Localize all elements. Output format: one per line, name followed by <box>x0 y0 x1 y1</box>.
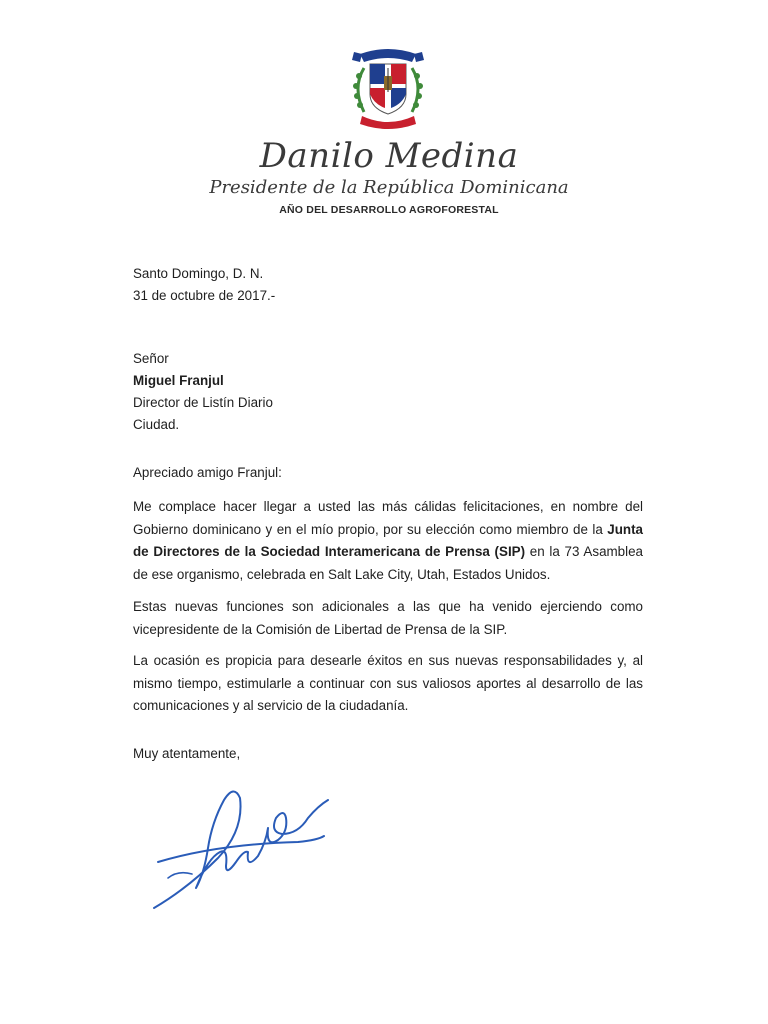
paragraph-1 <box>133 496 643 586</box>
date-line: 31 de octubre de 2017.- <box>133 288 276 303</box>
paragraph-1-text-b: en la 73 Asamblea de ese organismo, celebrada en Salt Lake City, Utah, Estados Unidos. <box>133 544 643 582</box>
recipient-city: Ciudad. <box>133 417 180 432</box>
place-line: Santo Domingo, D. N. <box>133 266 264 281</box>
paragraph-1-text-a: Me complace hacer llegar a usted las más cálidas felicitaciones, en nombre del Gobierno dominicano y en el mío propio, por su elección como miembro de la <box>133 499 643 537</box>
coat-of-arms-seal <box>338 42 438 134</box>
recipient-name: Miguel Franjul <box>133 373 224 388</box>
recipient-salutation: Señor <box>133 351 169 366</box>
sender-name: Danilo Medina <box>259 136 519 176</box>
handwritten-signature <box>148 778 338 918</box>
greeting: Apreciado amigo Franjul: <box>133 465 282 480</box>
paragraph-1-bold: Junta de Directores de la Sociedad Interamericana de Prensa (SIP) <box>133 521 643 559</box>
paragraph-3: La ocasión es propicia para desearle éxitos en sus nuevas responsabilidades y, al mismo tiempo, estimularle a continuar con sus valiosos aportes al desarrollo de las comunicaciones y al servicio de la ciudadanía. <box>133 653 643 713</box>
recipient-position: Director de Listín Diario <box>133 395 273 410</box>
paragraph-2: Estas nuevas funciones son adicionales a las que ha venido ejerciendo como vicepresidente de la Comisión de Libertad de Prensa de la SIP. <box>133 599 643 637</box>
year-motto: AÑO DEL DESARROLLO AGROFORESTAL <box>279 204 499 216</box>
sender-title: Presidente de la República Dominicana <box>209 177 569 198</box>
closing: Muy atentamente, <box>133 746 241 761</box>
